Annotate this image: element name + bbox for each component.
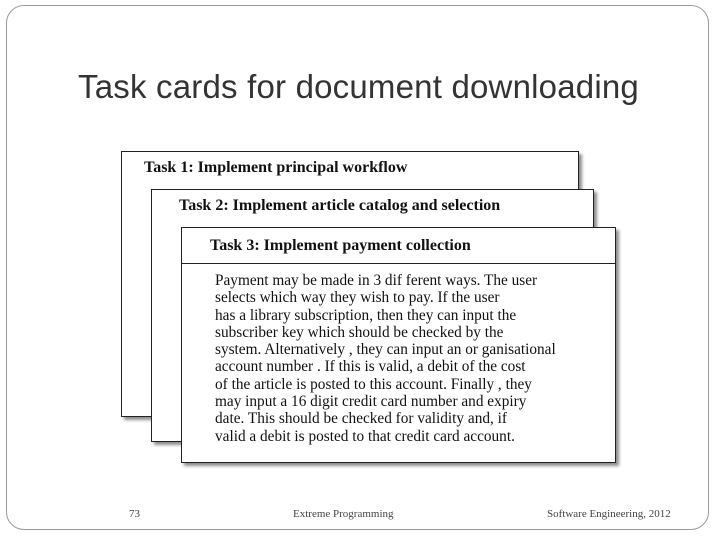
task-card-3-body-line: has a library subscription, then they can input the [215,306,517,324]
task-card-3-body-line: of the article is posted to this account. Finally , they [215,375,532,393]
task-card-3 [181,227,616,463]
task-card-3-divider [182,263,615,264]
task-card-3-body [215,272,605,445]
footer-center-text: Extreme Programming [293,508,394,520]
footer-right-text: Software Engineering, 2012 [547,508,671,520]
task-card-3-body-line: subscriber key which should be checked by the [215,323,504,341]
task-card-3-body-line: date. This should be checked for validity and, if [215,410,507,428]
task-card-1-title: Task 1: Implement principal workflow [144,159,408,176]
slide-title: Task cards for document downloading [78,68,639,105]
task-card-3-body-line: Payment may be made in 3 dif ferent ways. The user [215,272,538,289]
task-card-2-title: Task 2: Implement article catalog and selection [179,197,501,214]
task-card-3-body-line: system. Alternatively , they can input an or ganisational [215,341,556,359]
task-card-3-body-line: valid a debit is posted to that credit card account. [215,427,515,445]
footer-page-number: 73 [129,508,140,520]
task-card-3-body-line: account number . If this is valid, a debit of the cost [215,358,526,376]
task-card-3-body-line: may input a 16 digit credit card number and expiry [215,393,527,411]
task-card-3-title: Task 3: Implement payment collection [210,237,471,254]
task-card-3-body-line: selects which way they wish to pay. If the user [215,289,500,307]
